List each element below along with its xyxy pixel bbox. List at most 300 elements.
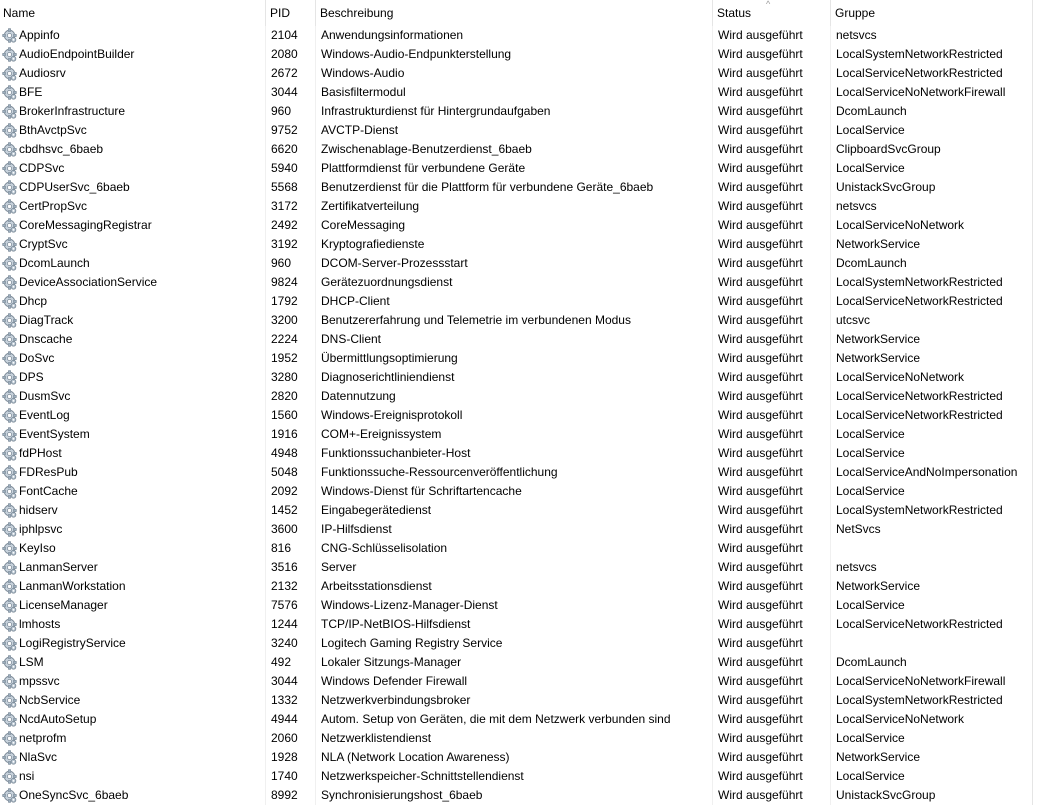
service-status: Wird ausgeführt [713,520,831,539]
service-pid: 960 [266,102,316,121]
service-pid: 1928 [266,748,316,767]
gear-icon [2,28,17,43]
service-pid: 9824 [266,273,316,292]
service-group: NetworkService [831,748,1033,767]
table-row[interactable] [0,311,1051,330]
gear-icon [2,104,17,119]
gear-icon [2,788,17,803]
service-status: Wird ausgeführt [713,615,831,634]
service-group: netsvcs [831,26,1033,45]
table-row[interactable] [0,691,1051,710]
service-pid: 3044 [266,83,316,102]
service-status: Wird ausgeführt [713,292,831,311]
service-description: Server [316,558,713,577]
service-name-cell [0,197,266,216]
service-status: Wird ausgeführt [713,64,831,83]
service-pid: 2060 [266,729,316,748]
service-pid: 2092 [266,482,316,501]
service-status: Wird ausgeführt [713,368,831,387]
service-group: LocalSystemNetworkRestricted [831,691,1033,710]
service-status: Wird ausgeführt [713,691,831,710]
service-group: netsvcs [831,197,1033,216]
service-name-cell [0,368,266,387]
service-name-cell [0,691,266,710]
gear-icon [2,256,17,271]
service-name: NlaSvc [19,750,58,764]
service-name-cell [0,311,266,330]
table-row[interactable] [0,539,1051,558]
table-row[interactable] [0,767,1051,786]
table-row[interactable] [0,482,1051,501]
gear-icon [2,161,17,176]
service-description: Gerätezuordnungsdienst [316,273,713,292]
service-pid: 1244 [266,615,316,634]
service-name: LanmanServer [19,560,98,574]
service-group: LocalSystemNetworkRestricted [831,45,1033,64]
gear-icon [2,636,17,651]
gear-icon [2,47,17,62]
service-pid: 5940 [266,159,316,178]
services-list [0,26,1051,805]
service-pid: 3280 [266,368,316,387]
service-group: NetworkService [831,330,1033,349]
service-name-cell [0,520,266,539]
service-status: Wird ausgeführt [713,653,831,672]
table-row[interactable] [0,178,1051,197]
service-group: UnistackSvcGroup [831,786,1033,805]
gear-icon [2,560,17,575]
service-name-cell [0,672,266,691]
service-name-cell [0,178,266,197]
service-status: Wird ausgeführt [713,710,831,729]
gear-icon [2,750,17,765]
service-name: DiagTrack [19,313,74,327]
service-description: Zertifikatverteilung [316,197,713,216]
service-name-cell [0,273,266,292]
table-row[interactable] [0,520,1051,539]
service-description: Synchronisierungshost_6baeb [316,786,713,805]
service-name-cell [0,463,266,482]
table-row[interactable] [0,26,1051,45]
service-description: Funktionssuche-Ressourcenveröffentlichung [316,463,713,482]
service-name-cell [0,539,266,558]
service-pid: 9752 [266,121,316,140]
service-name-cell [0,406,266,425]
service-group: LocalSystemNetworkRestricted [831,273,1033,292]
service-name-cell [0,292,266,311]
service-name: LSM [19,655,44,669]
table-row[interactable] [0,501,1051,520]
service-name: Dhcp [19,294,48,308]
service-name: OneSyncSvc_6baeb [19,788,129,802]
gear-icon [2,351,17,366]
service-pid: 960 [266,254,316,273]
gear-icon [2,408,17,423]
gear-icon [2,389,17,404]
gear-icon [2,294,17,309]
service-status: Wird ausgeführt [713,178,831,197]
service-pid: 2104 [266,26,316,45]
column-header-pid[interactable]: PID [266,0,316,26]
service-name-cell [0,159,266,178]
service-status: Wird ausgeführt [713,140,831,159]
service-pid: 2492 [266,216,316,235]
table-row[interactable] [0,45,1051,64]
service-status: Wird ausgeführt [713,387,831,406]
table-row[interactable] [0,444,1051,463]
service-description: Windows-Audio [316,64,713,83]
gear-icon [2,199,17,214]
gear-icon [2,237,17,252]
gear-icon [2,332,17,347]
service-pid: 3172 [266,197,316,216]
service-name-cell [0,83,266,102]
service-pid: 1916 [266,425,316,444]
service-description: Anwendungsinformationen [316,26,713,45]
gear-icon [2,712,17,727]
gear-icon [2,313,17,328]
service-name-cell [0,254,266,273]
service-description: Funktionssuchanbieter-Host [316,444,713,463]
service-status: Wird ausgeführt [713,482,831,501]
service-description: DCOM-Server-Prozessstart [316,254,713,273]
service-status: Wird ausgeführt [713,83,831,102]
service-status: Wird ausgeführt [713,45,831,64]
service-name-cell [0,102,266,121]
service-description: Benutzerdienst für die Plattform für verbundene Geräte_6baeb [316,178,713,197]
service-description: Windows-Dienst für Schriftartencache [316,482,713,501]
service-group: LocalService [831,159,1033,178]
service-pid: 816 [266,539,316,558]
service-name-cell [0,653,266,672]
gear-icon [2,655,17,670]
service-pid: 1952 [266,349,316,368]
service-group: LocalServiceNetworkRestricted [831,292,1033,311]
table-row[interactable] [0,596,1051,615]
service-name-cell [0,786,266,805]
service-description: Benutzererfahrung und Telemetrie im verbundenen Modus [316,311,713,330]
service-name: LanmanWorkstation [19,579,126,593]
service-group: LocalService [831,425,1033,444]
service-status: Wird ausgeführt [713,159,831,178]
service-name: AudioEndpointBuilder [19,47,135,61]
table-row[interactable] [0,121,1051,140]
service-name: Audiosrv [19,66,66,80]
service-name-cell [0,767,266,786]
service-name: mpssvc [19,674,60,688]
service-name: Dnscache [19,332,73,346]
service-description: Infrastrukturdienst für Hintergrundaufgaben [316,102,713,121]
service-status: Wird ausgeführt [713,463,831,482]
service-status: Wird ausgeführt [713,406,831,425]
service-pid: 1452 [266,501,316,520]
service-group: LocalServiceNoNetworkFirewall [831,83,1033,102]
service-status: Wird ausgeführt [713,558,831,577]
table-row[interactable] [0,102,1051,121]
service-name-cell [0,558,266,577]
service-group: LocalServiceNetworkRestricted [831,406,1033,425]
service-status: Wird ausgeführt [713,539,831,558]
service-description: TCP/IP-NetBIOS-Hilfsdienst [316,615,713,634]
service-status: Wird ausgeführt [713,596,831,615]
gear-icon [2,465,17,480]
service-pid: 3516 [266,558,316,577]
table-row[interactable] [0,729,1051,748]
service-group: LocalService [831,767,1033,786]
service-pid: 4948 [266,444,316,463]
table-row[interactable] [0,387,1051,406]
service-description: CoreMessaging [316,216,713,235]
service-description: Basisfiltermodul [316,83,713,102]
table-row[interactable] [0,254,1051,273]
service-description: NLA (Network Location Awareness) [316,748,713,767]
service-name: BrokerInfrastructure [19,104,126,118]
service-name-cell [0,444,266,463]
service-pid: 2672 [266,64,316,83]
service-status: Wird ausgeführt [713,26,831,45]
table-row[interactable] [0,273,1051,292]
column-header-group[interactable]: Gruppe [831,0,1033,26]
table-row[interactable] [0,558,1051,577]
table-row[interactable] [0,235,1051,254]
service-status: Wird ausgeführt [713,273,831,292]
service-name: CDPUserSvc_6baeb [19,180,130,194]
service-status: Wird ausgeführt [713,216,831,235]
service-name-cell [0,26,266,45]
service-group: LocalSystemNetworkRestricted [831,501,1033,520]
service-group: LocalServiceNetworkRestricted [831,615,1033,634]
service-description: Kryptografiedienste [316,235,713,254]
service-group: LocalServiceNoNetwork [831,216,1033,235]
service-description: Netzwerklistendienst [316,729,713,748]
service-name: DoSvc [19,351,55,365]
gear-icon [2,446,17,461]
table-row[interactable] [0,368,1051,387]
service-name: DcomLaunch [19,256,90,270]
service-description: Datennutzung [316,387,713,406]
service-name-cell [0,501,266,520]
service-name: DusmSvc [19,389,71,403]
service-status: Wird ausgeführt [713,729,831,748]
service-name-cell [0,634,266,653]
service-group: LocalServiceAndNoImpersonation [831,463,1033,482]
service-status: Wird ausgeführt [713,444,831,463]
service-name: CertPropSvc [19,199,88,213]
gear-icon [2,85,17,100]
service-description: Übermittlungsoptimierung [316,349,713,368]
service-group: NetworkService [831,349,1033,368]
service-name: cbdhsvc_6baeb [19,142,104,156]
service-group: LocalServiceNoNetwork [831,368,1033,387]
service-pid: 2132 [266,577,316,596]
table-row[interactable] [0,292,1051,311]
service-name-cell [0,615,266,634]
service-name: iphlpsvc [19,522,63,536]
service-pid: 1740 [266,767,316,786]
service-description: Windows-Ereignisprotokoll [316,406,713,425]
service-name: CryptSvc [19,237,68,251]
service-description: DNS-Client [316,330,713,349]
table-row[interactable] [0,425,1051,444]
service-name-cell [0,710,266,729]
service-name-cell [0,482,266,501]
service-status: Wird ausgeführt [713,786,831,805]
column-header-status[interactable]: Status [713,0,831,26]
service-group: NetworkService [831,235,1033,254]
gear-icon [2,579,17,594]
sort-up-arrow-icon: ^ [766,0,771,9]
service-description: Autom. Setup von Geräten, die mit dem Netzwerk verbunden sind [316,710,713,729]
service-description: DHCP-Client [316,292,713,311]
table-row[interactable] [0,463,1051,482]
table-row[interactable] [0,406,1051,425]
table-row[interactable] [0,786,1051,805]
table-row[interactable] [0,159,1051,178]
service-description: Lokaler Sitzungs-Manager [316,653,713,672]
service-pid: 3044 [266,672,316,691]
table-row[interactable] [0,577,1051,596]
service-status: Wird ausgeführt [713,102,831,121]
gear-icon [2,541,17,556]
table-row[interactable] [0,330,1051,349]
service-status: Wird ausgeführt [713,425,831,444]
column-header-row [0,0,1051,26]
service-description: Windows Defender Firewall [316,672,713,691]
service-description: Logitech Gaming Registry Service [316,634,713,653]
service-name: BthAvctpSvc [19,123,87,137]
service-pid: 4944 [266,710,316,729]
table-row[interactable] [0,615,1051,634]
service-name: fdPHost [19,446,62,460]
service-pid: 3192 [266,235,316,254]
gear-icon [2,427,17,442]
service-name: KeyIso [19,541,56,555]
service-group: NetSvcs [831,520,1033,539]
gear-icon [2,484,17,499]
service-description: Arbeitsstationsdienst [316,577,713,596]
service-group: LocalService [831,596,1033,615]
service-description: Plattformdienst für verbundene Geräte [316,159,713,178]
service-name: EventSystem [19,427,90,441]
service-description: COM+-Ereignissystem [316,425,713,444]
service-group [831,634,1033,653]
service-name-cell [0,45,266,64]
service-group: LocalService [831,121,1033,140]
service-description: Windows-Audio-Endpunkterstellung [316,45,713,64]
service-description: Diagnoserichtliniendienst [316,368,713,387]
service-pid: 3600 [266,520,316,539]
table-row[interactable] [0,710,1051,729]
service-name: FontCache [19,484,78,498]
service-name-cell [0,577,266,596]
service-description: Zwischenablage-Benutzerdienst_6baeb [316,140,713,159]
service-name-cell [0,748,266,767]
service-pid: 2080 [266,45,316,64]
service-group: LocalService [831,729,1033,748]
gear-icon [2,370,17,385]
service-group: NetworkService [831,577,1033,596]
gear-icon [2,142,17,157]
service-status: Wird ausgeführt [713,767,831,786]
table-row[interactable] [0,672,1051,691]
service-description: IP-Hilfsdienst [316,520,713,539]
service-pid: 492 [266,653,316,672]
service-group: netsvcs [831,558,1033,577]
gear-icon [2,769,17,784]
service-name-cell [0,425,266,444]
gear-icon [2,275,17,290]
service-pid: 3200 [266,311,316,330]
service-status: Wird ausgeführt [713,197,831,216]
service-name-cell [0,216,266,235]
gear-icon [2,66,17,81]
service-pid: 2224 [266,330,316,349]
service-pid: 2820 [266,387,316,406]
table-row[interactable] [0,197,1051,216]
service-status: Wird ausgeführt [713,634,831,653]
service-description: Netzwerkspeicher-Schnittstellendienst [316,767,713,786]
service-name: Appinfo [19,28,60,42]
service-group: LocalServiceNoNetworkFirewall [831,672,1033,691]
service-description: Windows-Lizenz-Manager-Dienst [316,596,713,615]
column-header-description[interactable]: Beschreibung [316,0,713,26]
service-group: utcsvc [831,311,1033,330]
service-pid: 1560 [266,406,316,425]
service-name: hidserv [19,503,58,517]
service-status: Wird ausgeführt [713,311,831,330]
table-row[interactable] [0,349,1051,368]
service-name: FDResPub [19,465,78,479]
service-group: DcomLaunch [831,254,1033,273]
service-group [831,539,1033,558]
service-name: lmhosts [19,617,61,631]
gear-icon [2,693,17,708]
column-header-name[interactable]: Name [0,0,266,26]
service-name: DeviceAssociationService [19,275,158,289]
service-group: DcomLaunch [831,102,1033,121]
service-name: EventLog [19,408,70,422]
service-pid: 5048 [266,463,316,482]
service-group: DcomLaunch [831,653,1033,672]
table-row[interactable] [0,83,1051,102]
service-status: Wird ausgeführt [713,672,831,691]
service-name: CoreMessagingRegistrar [19,218,152,232]
service-group: LocalService [831,444,1033,463]
service-name: NcdAutoSetup [19,712,97,726]
table-row[interactable] [0,653,1051,672]
service-status: Wird ausgeführt [713,577,831,596]
service-name-cell [0,64,266,83]
service-status: Wird ausgeführt [713,748,831,767]
service-pid: 8992 [266,786,316,805]
service-group: ClipboardSvcGroup [831,140,1033,159]
service-name-cell [0,387,266,406]
service-pid: 1332 [266,691,316,710]
service-status: Wird ausgeführt [713,235,831,254]
table-row[interactable] [0,748,1051,767]
table-row[interactable] [0,634,1051,653]
service-name-cell [0,140,266,159]
table-row[interactable] [0,140,1051,159]
table-row[interactable] [0,216,1051,235]
service-name: LogiRegistryService [19,636,126,650]
service-name: DPS [19,370,44,384]
gear-icon [2,180,17,195]
service-name-cell [0,729,266,748]
service-name-cell [0,330,266,349]
service-name-cell [0,349,266,368]
table-row[interactable] [0,64,1051,83]
